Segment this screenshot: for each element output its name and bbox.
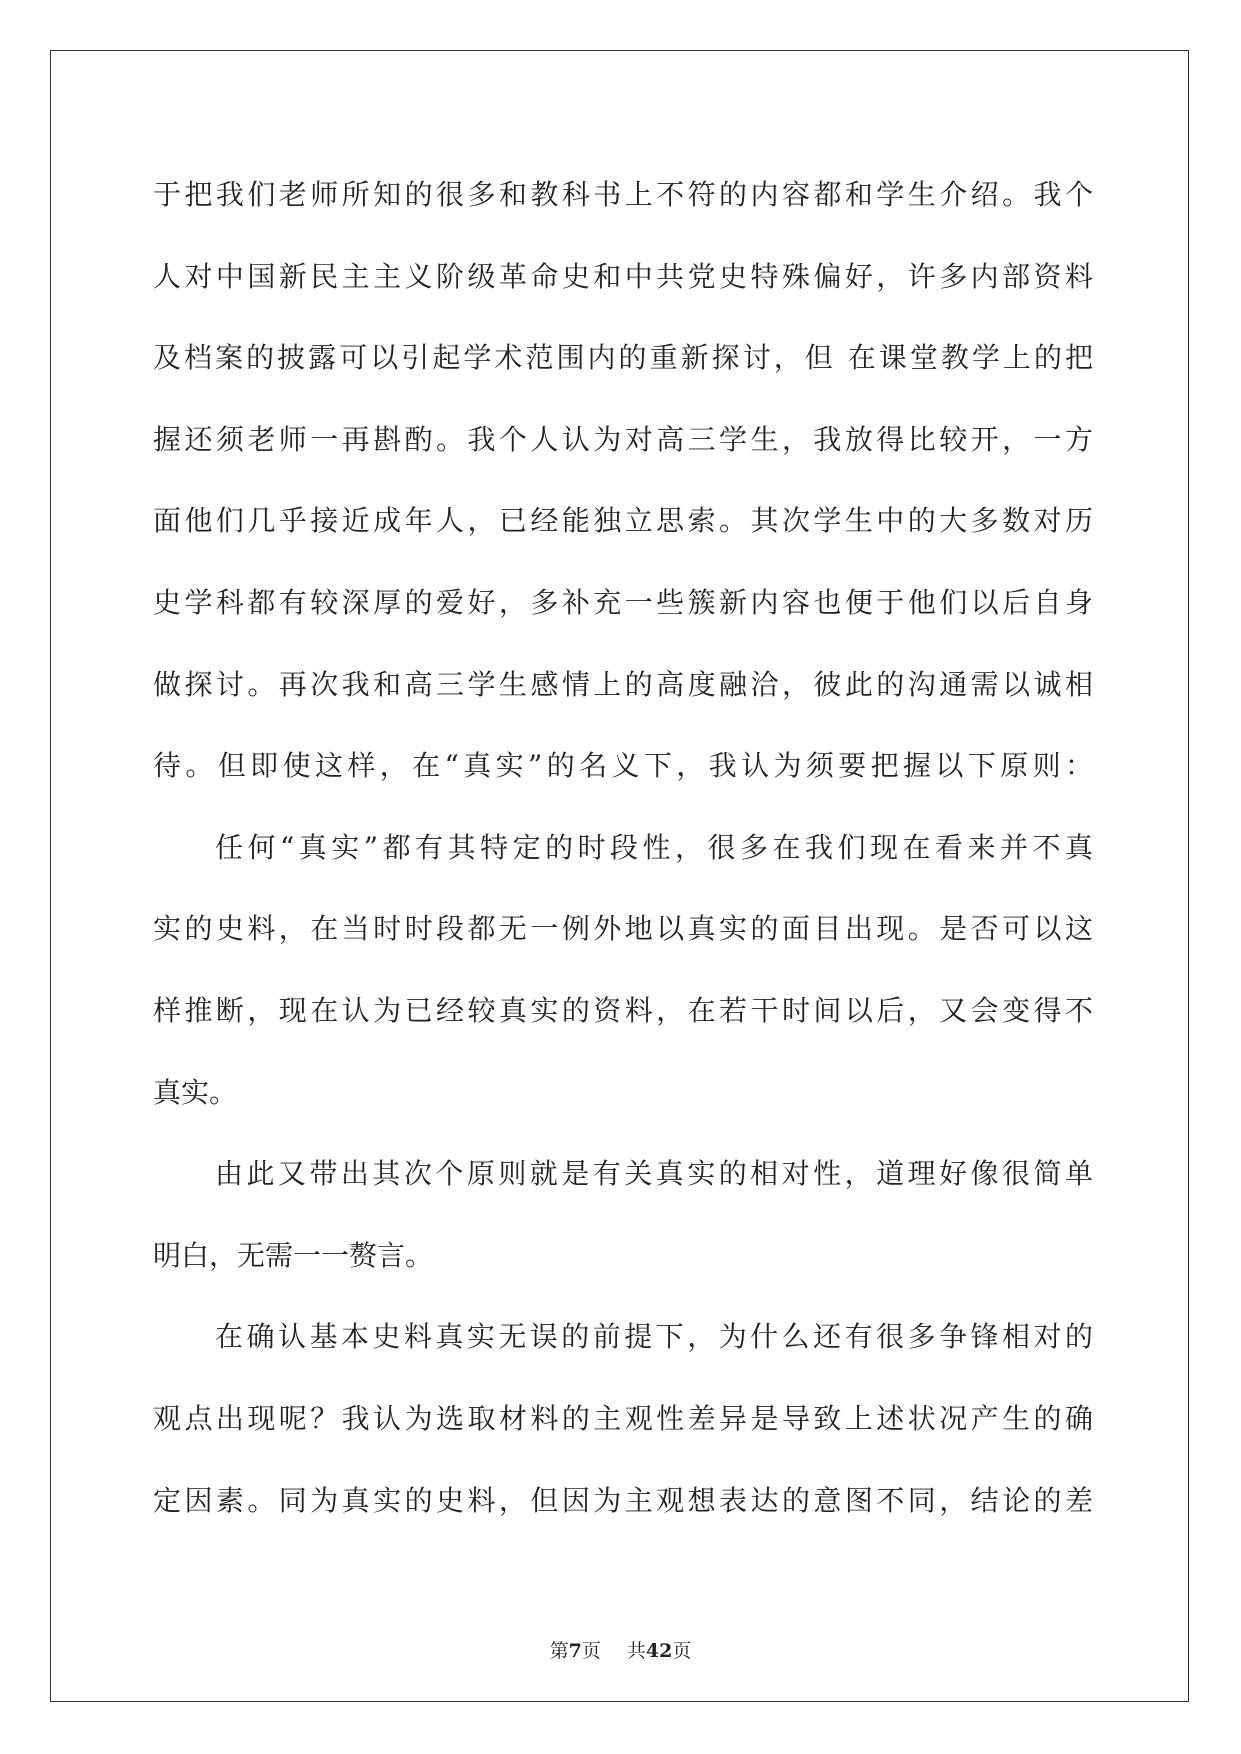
text-line: 明白，无需一一赘言。: [153, 1238, 434, 1272]
page-suffix: 页: [581, 1640, 601, 1662]
page-number: 7: [568, 1640, 582, 1662]
total-pages: 42: [645, 1640, 673, 1662]
text-line: 样推断，现在认为已经较真实的资料，在若干时间以后，又会变得不: [153, 993, 1093, 1027]
text-line: 在确认基本史料真实无误的前提下，为什么还有很多争锋相对的: [215, 1320, 1093, 1354]
text-line: 观点出现呢？我认为选取材料的主观性差异是导致上述状况产生的确: [153, 1401, 1093, 1435]
total-suffix: 页: [672, 1640, 692, 1662]
text-line: 握还须老师一再斟酌。我个人认为对高三学生，我放得比较开，一方: [153, 422, 1093, 456]
text-line: 定因素。同为真实的史料，但因为主观想表达的意图不同，结论的差: [153, 1483, 1093, 1517]
total-prefix: 共: [626, 1640, 646, 1662]
text-line: 待。但即使这样，在“真实”的名义下，我认为须要把握以下原则：: [153, 749, 1093, 783]
text-line: 面他们几乎接近成年人，已经能独立思索。其次学生中的大多数对历: [153, 504, 1093, 538]
text-line: 人对中国新民主主义阶级革命史和中共党史特殊偏好，许多内部资料: [153, 259, 1093, 293]
page-prefix: 第: [549, 1640, 569, 1662]
document-body: [153, 154, 1093, 1541]
page-footer: [0, 1636, 1241, 1663]
text-line: 实的史料，在当时时段都无一例外地以真实的面目出现。是否可以这: [153, 912, 1093, 946]
text-line: 及档案的披露可以引起学术范围内的重新探讨，但 在课堂教学上的把: [153, 341, 1093, 375]
text-line: 史学科都有较深厚的爱好，多补充一些簇新内容也便于他们以后自身: [153, 585, 1093, 619]
text-line: 任何“真实”都有其特定的时段性，很多在我们现在看来并不真: [215, 830, 1093, 864]
text-line: 于把我们老师所知的很多和教科书上不符的内容都和学生介绍。我个: [153, 178, 1093, 211]
text-line: 由此又带出其次个原则就是有关真实的相对性，道理好像很简单: [215, 1157, 1093, 1191]
text-line: 做探讨。再次我和高三学生感情上的高度融洽，彼此的沟通需以诚相: [153, 667, 1093, 701]
text-line: 真实。: [153, 1075, 238, 1109]
